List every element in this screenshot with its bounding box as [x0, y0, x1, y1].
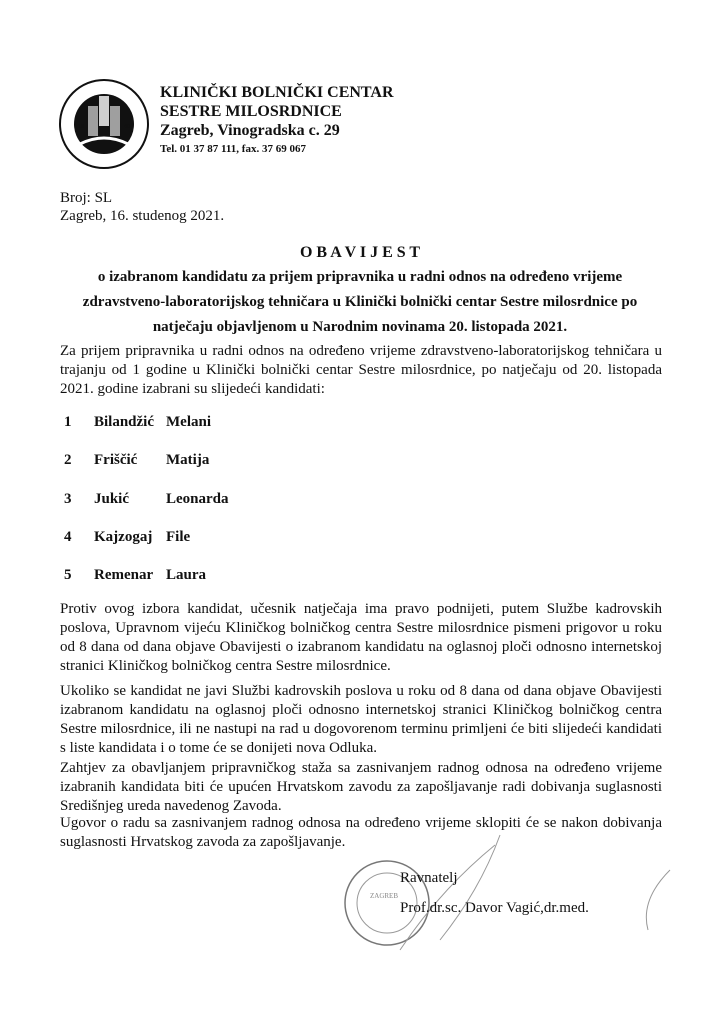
svg-text:18: 18 — [78, 124, 84, 130]
candidate-row — [64, 529, 190, 546]
svg-text:46: 46 — [124, 124, 130, 130]
candidate-number: 1 — [64, 414, 72, 430]
subtitle-line: o izabranom kandidatu za prijem pripravnika u radni odnos na određeno vrijeme — [97, 269, 623, 285]
subtitle-line: natječaju objavljenom u Narodnim novinama 20. listopada 2021. — [152, 319, 568, 335]
document-title: O B A V I J E S T — [299, 244, 421, 261]
candidate-row — [64, 567, 206, 584]
candidate-surname: Jukić — [94, 491, 130, 507]
candidate-surname: Remenar — [94, 567, 154, 583]
candidate-name: Leonarda — [166, 491, 229, 507]
candidate-number: 2 — [64, 452, 72, 468]
subtitle-line: zdravstveno-laboratorijskog tehničara u Klinički bolnički centar Sestre milosrdnice po — [82, 294, 638, 310]
candidate-surname: Bilandžić — [94, 414, 155, 430]
candidate-name: Melani — [166, 414, 211, 430]
intro-paragraph: Za prijem pripravnika u radni odnos na određeno vrijeme zdravstveno-laboratorijskog tehničara u trajanju od 1 godine u Klinički bolnički centar Sestre milosrdnice, po natječaju od 20. listopada 2021. godine izabrani su slijedeći kandidati: — [60, 343, 662, 397]
org-contact: Tel. 01 37 87 111, fax. 37 69 067 — [160, 143, 306, 155]
replacement-paragraph: Ukoliko se kandidat ne javi Službi kadrovskih poslova u roku od 8 dana od dana objave Obavijesti izabranom kandidatu na oglasnoj ploči odnosno internetskoj stranici Kliničkog bolničkog centra Sestre milosrdnice, ili ne nastupi na rad u dogovorenom terminu primljeni će biti slijedeći kandidati s liste kandidata i o tome će se donijeti nova Odluka. — [60, 683, 662, 756]
candidate-row — [64, 452, 209, 469]
request-paragraph: Zahtjev za obavljanjem pripravničkog staža sa zasnivanjem radnog odnosa na određeno vrijeme izabranih kandidata biti će upućen Hrvatskom zavodu za zapošljavanje radi dobivanja suglasnosti Središnjeg ureda navedenog Zavoda. — [60, 760, 662, 814]
candidate-surname: Friščić — [94, 452, 138, 468]
candidate-name: File — [166, 529, 191, 545]
org-name-line2: SESTRE MILOSRDNICE — [160, 103, 342, 120]
svg-text:ZAGREB: ZAGREB — [370, 892, 398, 900]
candidate-surname: Kajzogaj — [94, 529, 153, 545]
org-address: Zagreb, Vinogradska c. 29 — [160, 122, 340, 139]
hospital-logo — [58, 78, 150, 170]
candidate-row — [64, 491, 229, 508]
candidate-number: 3 — [64, 491, 72, 507]
document-number: Broj: SL — [60, 190, 113, 206]
org-name-line1: KLINIČKI BOLNIČKI CENTAR — [160, 84, 394, 101]
candidate-name: Matija — [166, 452, 210, 468]
candidate-number: 5 — [64, 567, 72, 583]
candidate-row — [64, 414, 211, 431]
objection-paragraph: Protiv ovog izbora kandidat, učesnik natječaja ima pravo podnijeti, putem Službe kadrovskih poslova, Upravnom vijeću Kliničkog bolničkog centra Sestre milosrdnice pismeni prigovor u roku od 8 dana od dana objave Obavijesti o izabranom kandidatu na oglasnoj ploči odnosno internetskoj stranici Kliničkog bolničkog centra Sestre milosrdnice. — [60, 601, 662, 674]
signatory-role: Ravnatelj — [400, 870, 458, 886]
candidate-name: Laura — [166, 567, 207, 583]
candidate-number: 4 — [64, 529, 72, 545]
document-date: Zagreb, 16. studenog 2021. — [60, 208, 225, 224]
handwritten-signature — [380, 830, 680, 960]
contract-paragraph: Ugovor o radu sa zasnivanjem radnog odnosa na određeno vrijeme sklopiti će se nakon dobivanja suglasnosti Hrvatskog zavoda za zapošljavanje. — [60, 815, 662, 850]
signatory-name: Prof.dr.sc. Davor Vagić,dr.med. — [400, 900, 589, 916]
